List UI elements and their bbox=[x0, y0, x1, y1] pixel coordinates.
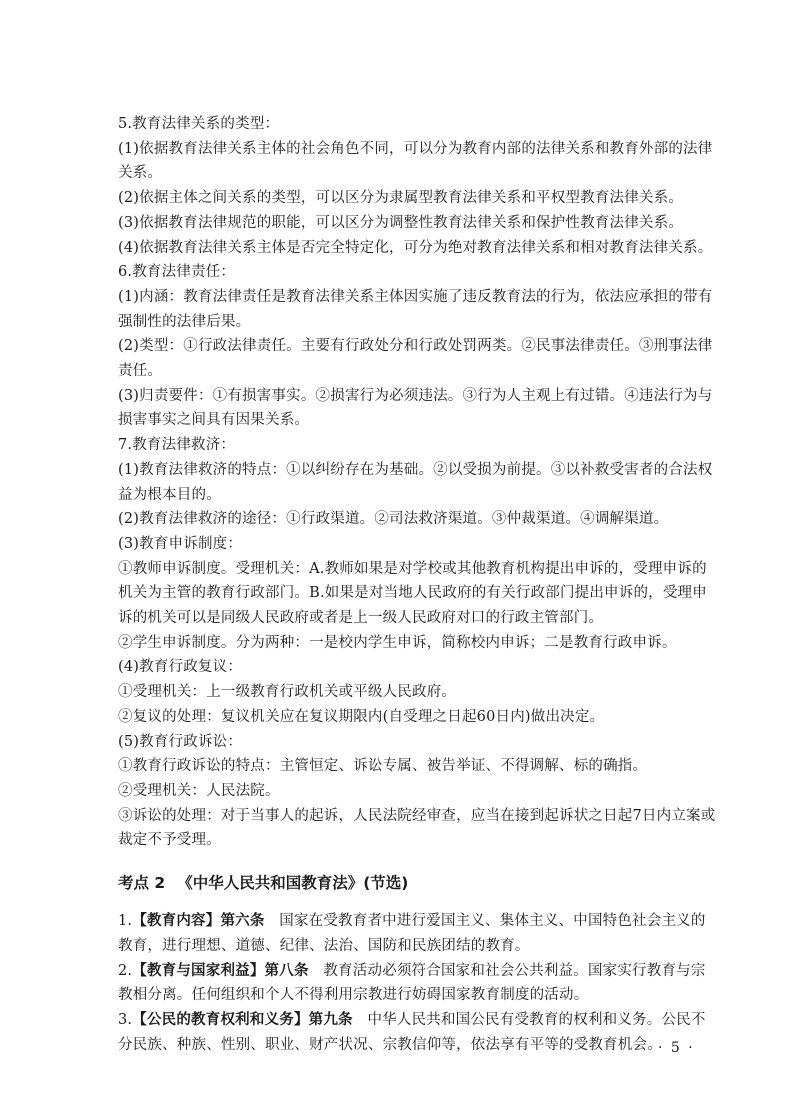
section6-item: (2)类型：①行政法律责任。主要有行政处分和行政处罚两类。②民事法律责任。③刑事法律责任。 bbox=[118, 338, 713, 380]
page-number: · 5 · bbox=[658, 1040, 695, 1056]
kaodian-heading bbox=[118, 871, 718, 895]
section5-item: (1)依据教育法律关系主体的社会角色不同，可以分为教育内部的法律关系和教育外部的法律关系。 bbox=[118, 140, 713, 182]
section7-item: (1)教育法律救济的特点：①以纠纷存在为基础。②以受损为前提。③以补救受害者的合法权益为根本目的。 bbox=[118, 461, 713, 503]
section7-item: ③诉讼的处理：对于当事人的起诉，人民法院经审查，应当在接到起诉状之日起7日内立案或裁定不予受理。 bbox=[118, 807, 716, 849]
section7-item: (2)教育法律救济的途径：①行政渠道。②司法救济渠道。③仲裁渠道。④调解渠道。 bbox=[118, 511, 669, 528]
article-number: 1. bbox=[118, 913, 133, 930]
section7-item: (3)教育申诉制度： bbox=[118, 535, 243, 552]
section7-item: ②受理机关：人民法院。 bbox=[118, 782, 280, 799]
section7-item: (5)教育行政诉讼： bbox=[118, 733, 243, 750]
article-paragraph bbox=[118, 1008, 718, 1057]
page-body bbox=[118, 112, 718, 1057]
section5-title: 5.教育法律关系的类型： bbox=[118, 116, 280, 132]
kaodian-title: 《中华人民共和国教育法》(节选) bbox=[177, 874, 409, 893]
article-text: 教育活动必须符合国家和社会公共利益。国家实行教育与宗教相分离。任何组织和个人不得利用宗教进行妨碍国家教育制度的活动。 bbox=[118, 962, 706, 1004]
article-paragraph bbox=[118, 959, 718, 1008]
section5-item: (4)依据教育法律关系主体是否完全特定化，可分为绝对教育法律关系和相对教育法律关系。 bbox=[118, 239, 713, 256]
section7-item: ①受理机关：上一级教育行政机关或平级人民政府。 bbox=[118, 684, 457, 701]
kaodian-label: 考点 2 bbox=[118, 874, 166, 893]
section7-item: ②学生申诉制度。分为两种：一是校内学生申诉，简称校内申诉；二是教育行政申诉。 bbox=[118, 634, 677, 651]
section7-title: 7.教育法律救济： bbox=[118, 437, 236, 454]
section7-item: (4)教育行政复议： bbox=[118, 659, 243, 676]
section7-item: ②复议的处理：复议机关应在复议期限内(自受理之日起60日内)做出决定。 bbox=[118, 708, 605, 725]
section5-item: (3)依据教育法律规范的职能，可以区分为调整性教育法律关系和保护性教育法律关系。 bbox=[118, 214, 684, 231]
article-number: 2. bbox=[118, 962, 133, 979]
article-text: 中华人民共和国公民有受教育的权利和义务。公民不分民族、种族、性别、职业、财产状况、宗教信仰等，依法享有平等的受教育机会。 bbox=[118, 1011, 706, 1053]
section7-item: ①教育行政诉讼的特点：主管恒定、诉讼专属、被告举证、不得调解、标的确指。 bbox=[118, 758, 648, 775]
article-tag: 【公民的教育权利和义务】第九条 bbox=[132, 1011, 353, 1028]
article-text: 国家在受教育者中进行爱国主义、集体主义、中国特色社会主义的教育，进行理想、道德、纪律、法治、国防和民族团结的教育。 bbox=[118, 913, 706, 954]
section6-item: (3)归责要件：①有损害事实。②损害行为必须违法。③行为人主观上有过错。④违法行为与损害事实之间具有因果关系。 bbox=[118, 387, 713, 429]
article-number: 3. bbox=[118, 1011, 133, 1028]
section6-title: 6.教育法律责任： bbox=[118, 264, 236, 281]
article-tag: 【教育内容】第六条 bbox=[132, 913, 265, 930]
article-tag: 【教育与国家利益】第八条 bbox=[132, 962, 309, 979]
section5-item: (2)依据主体之间关系的类型，可以区分为隶属型教育法律关系和平权型教育法律关系。 bbox=[118, 190, 684, 207]
article-paragraph bbox=[118, 909, 718, 958]
section7-item: ①教师申诉制度。受理机关：A.教师如果是对学校或其他教育机构提出申诉的，受理申诉的机关为主管的教育行政部门。B.如果是对当地人民政府的有关行政部门提出申诉的，受理申诉的机关可以是同级人民政府或者是上一级人民政府对口的行政主管部门。 bbox=[118, 560, 707, 627]
section6-item: (1)内涵：教育法律责任是教育法律关系主体因实施了违反教育法的行为，依法应承担的带有强制性的法律后果。 bbox=[118, 288, 713, 330]
